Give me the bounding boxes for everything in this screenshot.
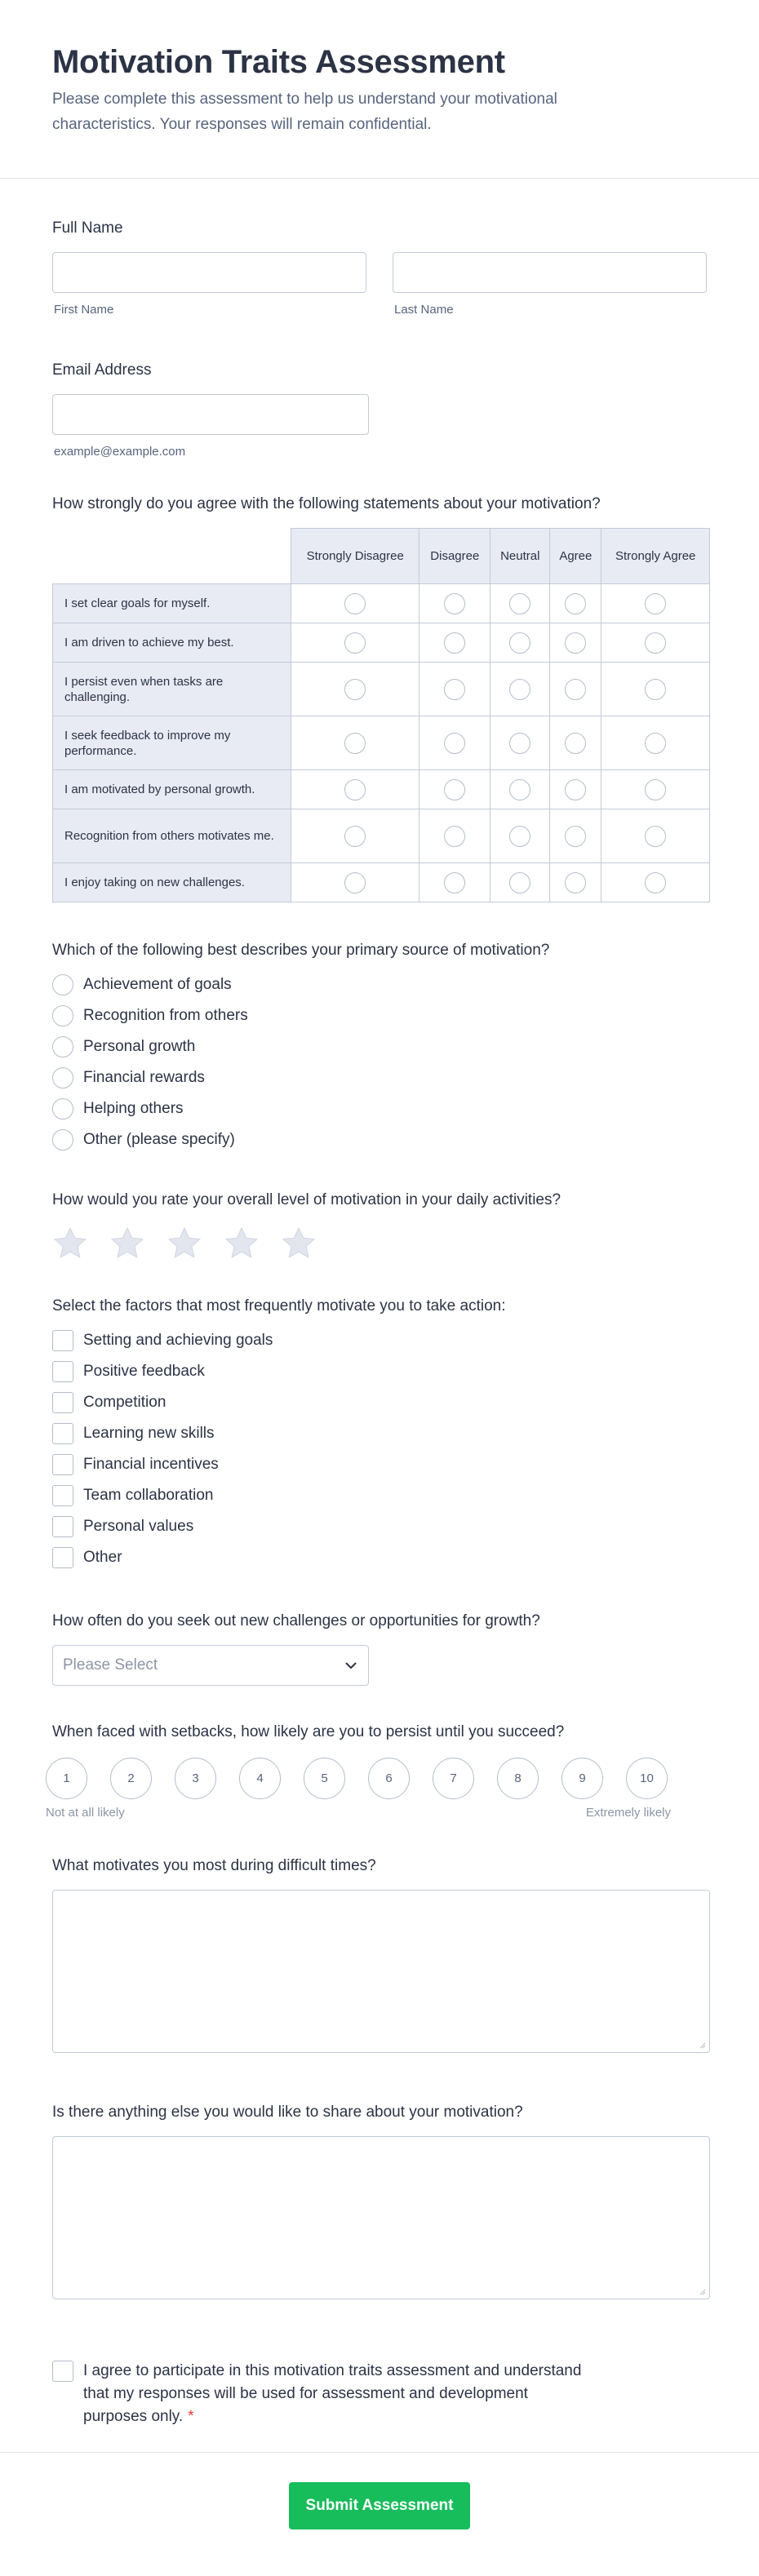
matrix-radio[interactable] [509, 679, 530, 700]
matrix-radio[interactable] [645, 779, 666, 800]
matrix-radio[interactable] [509, 826, 530, 847]
matrix-row-label: I enjoy taking on new challenges. [53, 863, 291, 902]
matrix-radio[interactable] [509, 872, 530, 893]
factor-option[interactable] [52, 1325, 707, 1356]
form-body [0, 218, 759, 2428]
form-header [0, 0, 759, 179]
matrix-radio[interactable] [509, 779, 530, 800]
rating-question: How would you rate your overall level of motivation in your daily activities? [52, 1191, 561, 1208]
matrix-row [53, 716, 710, 770]
persistence-scale [46, 1758, 707, 1799]
option-label: Other (please specify) [83, 1131, 235, 1148]
frequency-question: How often do you seek out new challenges or opportunities for growth? [52, 1612, 540, 1629]
matrix-column-header: Disagree [419, 529, 490, 584]
matrix-row [53, 770, 710, 809]
primary-source-option[interactable] [52, 1093, 707, 1124]
matrix-radio[interactable] [344, 632, 366, 654]
matrix-cell [419, 809, 490, 863]
primary-source-option[interactable] [52, 969, 707, 1000]
star-icon[interactable] [109, 1226, 145, 1261]
matrix-cell [419, 716, 490, 770]
email-sublabel: example@example.com [54, 445, 186, 459]
anything-else-question: Is there anything else you would like to share about your motivation? [52, 2104, 523, 2121]
submit-button[interactable]: Submit Assessment [289, 2482, 470, 2529]
checkbox[interactable] [52, 1423, 73, 1444]
primary-source-option[interactable] [52, 1062, 707, 1093]
matrix-cell [601, 770, 710, 809]
scale-option[interactable]: 9 [561, 1758, 603, 1799]
matrix-cell [550, 809, 601, 863]
matrix-row-label: I seek feedback to improve my performance. [53, 716, 291, 770]
option-label: Learning new skills [83, 1425, 215, 1442]
radio-button[interactable] [52, 1098, 73, 1120]
scale-option[interactable]: 10 [626, 1758, 668, 1799]
frequency-section [52, 1611, 707, 1686]
option-label: Achievement of goals [83, 976, 232, 993]
full-name-section [52, 218, 707, 317]
matrix-radio[interactable] [344, 733, 366, 754]
option-label: Competition [83, 1394, 166, 1411]
resize-handle-icon[interactable] [698, 2287, 706, 2295]
scale-option[interactable]: 2 [110, 1758, 152, 1799]
matrix-row [53, 809, 710, 863]
star-icon[interactable] [281, 1226, 317, 1261]
radio-button[interactable] [52, 974, 73, 995]
email-section [52, 360, 707, 459]
anything-else-section [52, 2102, 707, 2299]
matrix-cell [291, 863, 419, 902]
checkbox[interactable] [52, 1516, 73, 1537]
matrix-radio[interactable] [565, 779, 586, 800]
matrix-cell [601, 809, 710, 863]
matrix-cell [419, 623, 490, 663]
star-icon[interactable] [166, 1226, 202, 1261]
matrix-radio[interactable] [509, 632, 530, 654]
matrix-row [53, 663, 710, 716]
scale-option[interactable]: 4 [239, 1758, 281, 1799]
primary-source-option[interactable] [52, 1124, 707, 1155]
matrix-cell [550, 716, 601, 770]
primary-source-option[interactable] [52, 1031, 707, 1062]
matrix-column-header: Strongly Agree [601, 529, 710, 584]
primary-source-section [52, 940, 707, 1155]
option-label: Financial rewards [83, 1069, 205, 1086]
checkbox[interactable] [52, 1454, 73, 1475]
primary-source-question: Which of the following best describes your primary source of motivation? [52, 942, 550, 959]
checkbox[interactable] [52, 1392, 73, 1413]
matrix-cell [550, 770, 601, 809]
matrix-cell [291, 809, 419, 863]
star-icon[interactable] [52, 1226, 88, 1261]
last-name-sublabel: Last Name [394, 303, 454, 317]
matrix-radio[interactable] [645, 632, 666, 654]
matrix-radio[interactable] [645, 679, 666, 700]
matrix-column-header: Strongly Disagree [291, 529, 419, 584]
consent-label [83, 2360, 589, 2428]
scale-option[interactable]: 1 [46, 1758, 87, 1799]
matrix-row-label: I persist even when tasks are challenging. [53, 663, 291, 716]
difficult-times-question: What motivates you most during difficult times? [52, 1857, 376, 1874]
matrix-cell [601, 716, 710, 770]
agreement-matrix [52, 528, 710, 902]
factor-option[interactable] [52, 1511, 707, 1542]
matrix-cell [490, 863, 550, 902]
full-name-label: Full Name [52, 219, 123, 237]
matrix-cell [490, 584, 550, 623]
matrix-cell [419, 663, 490, 716]
persistence-question: When faced with setbacks, how likely are you to persist until you succeed? [52, 1723, 565, 1740]
factor-option[interactable] [52, 1542, 707, 1573]
matrix-cell [550, 863, 601, 902]
matrix-cell [419, 770, 490, 809]
radio-button[interactable] [52, 1067, 73, 1088]
matrix-row-label: I am motivated by personal growth. [53, 770, 291, 809]
matrix-cell [419, 863, 490, 902]
matrix-radio[interactable] [444, 733, 465, 754]
option-label: Financial incentives [83, 1456, 219, 1473]
matrix-column-header: Agree [550, 529, 601, 584]
matrix-cell [490, 663, 550, 716]
matrix-cell [490, 770, 550, 809]
matrix-row [53, 623, 710, 663]
matrix-radio[interactable] [565, 826, 586, 847]
frequency-select[interactable] [52, 1645, 369, 1686]
matrix-radio[interactable] [444, 593, 465, 614]
anything-else-textarea[interactable] [52, 2136, 710, 2299]
matrix-radio[interactable] [344, 872, 366, 893]
matrix-cell [291, 623, 419, 663]
first-name-sublabel: First Name [54, 303, 114, 317]
option-label: Helping others [83, 1100, 184, 1117]
rating-section [52, 1190, 707, 1261]
matrix-cell [291, 770, 419, 809]
matrix-cell [291, 584, 419, 623]
matrix-corner [53, 529, 291, 584]
difficult-times-textarea[interactable] [52, 1890, 710, 2053]
option-label: Setting and achieving goals [83, 1332, 273, 1349]
resize-handle-icon[interactable] [698, 2041, 706, 2049]
option-label: Positive feedback [83, 1363, 205, 1380]
matrix-cell [601, 584, 710, 623]
matrix-radio[interactable] [344, 779, 366, 800]
page-description: Please complete this assessment to help us understand your motivational characteristics. Your responses will remain confidential. [52, 91, 557, 133]
matrix-column-header: Neutral [490, 529, 550, 584]
radio-button[interactable] [52, 1036, 73, 1057]
checkbox[interactable] [52, 1547, 73, 1568]
matrix-radio[interactable] [645, 872, 666, 893]
matrix-row-label: I set clear goals for myself. [53, 584, 291, 623]
matrix-radio[interactable] [444, 632, 465, 654]
matrix-radio[interactable] [344, 679, 366, 700]
matrix-cell [601, 663, 710, 716]
checkbox[interactable] [52, 1330, 73, 1351]
matrix-radio[interactable] [344, 593, 366, 614]
primary-source-option[interactable] [52, 1000, 707, 1031]
option-label: Team collaboration [83, 1487, 214, 1504]
factor-option[interactable] [52, 1356, 707, 1387]
scale-option[interactable]: 3 [175, 1758, 216, 1799]
matrix-radio[interactable] [565, 593, 586, 614]
required-asterisk: * [188, 2408, 194, 2425]
factors-options [52, 1325, 707, 1573]
matrix-cell [490, 809, 550, 863]
matrix-cell [601, 623, 710, 663]
scale-high-label: Extremely likely [585, 1806, 671, 1820]
star-icon[interactable] [224, 1226, 260, 1261]
matrix-radio[interactable] [344, 826, 366, 847]
matrix-cell [550, 584, 601, 623]
scale-option[interactable]: 6 [368, 1758, 410, 1799]
email-input[interactable] [52, 394, 369, 435]
factor-option[interactable] [52, 1449, 707, 1480]
form-footer [0, 2452, 759, 2576]
email-label: Email Address [52, 361, 152, 379]
scale-option[interactable]: 5 [304, 1758, 345, 1799]
matrix-radio[interactable] [444, 826, 465, 847]
matrix-cell [291, 716, 419, 770]
last-name-input[interactable] [393, 252, 707, 293]
matrix-radio[interactable] [645, 733, 666, 754]
radio-button[interactable] [52, 1129, 73, 1151]
scale-option[interactable]: 8 [497, 1758, 539, 1799]
checkbox[interactable] [52, 1485, 73, 1506]
option-label: Personal values [83, 1518, 194, 1535]
matrix-radio[interactable] [565, 872, 586, 893]
matrix-section [52, 494, 707, 902]
matrix-radio[interactable] [444, 872, 465, 893]
factors-question: Select the factors that most frequently motivate you to take action: [52, 1297, 506, 1315]
matrix-question: How strongly do you agree with the following statements about your motivation? [52, 495, 601, 512]
matrix-cell [490, 623, 550, 663]
matrix-cell [419, 584, 490, 623]
matrix-radio[interactable] [444, 679, 465, 700]
matrix-cell [291, 663, 419, 716]
matrix-cell [550, 623, 601, 663]
matrix-row [53, 584, 710, 623]
primary-source-options [52, 969, 707, 1155]
option-label: Recognition from others [83, 1007, 248, 1024]
factors-section [52, 1296, 707, 1573]
matrix-radio[interactable] [509, 733, 530, 754]
consent-text: I agree to participate in this motivation traits assessment and understand that my responses will be used for assessment and development purposes only. [83, 2362, 582, 2425]
matrix-radio[interactable] [509, 593, 530, 614]
option-label: Other [83, 1549, 122, 1566]
chevron-down-icon [345, 1662, 357, 1669]
page-title: Motivation Traits Assessment [52, 44, 505, 80]
frequency-select-placeholder: Please Select [63, 1656, 158, 1674]
scale-option[interactable]: 7 [433, 1758, 474, 1799]
matrix-radio[interactable] [565, 632, 586, 654]
matrix-row-label: I am driven to achieve my best. [53, 623, 291, 663]
consent-checkbox[interactable] [52, 2361, 73, 2382]
star-rating [52, 1226, 707, 1261]
consent-section [52, 2360, 707, 2428]
matrix-radio[interactable] [645, 593, 666, 614]
matrix-radio[interactable] [444, 779, 465, 800]
radio-button[interactable] [52, 1005, 73, 1026]
option-label: Personal growth [83, 1038, 196, 1055]
matrix-radio[interactable] [565, 679, 586, 700]
factor-option[interactable] [52, 1418, 707, 1449]
checkbox[interactable] [52, 1361, 73, 1382]
factor-option[interactable] [52, 1480, 707, 1511]
matrix-radio[interactable] [565, 733, 586, 754]
matrix-row-label: Recognition from others motivates me. [53, 809, 291, 863]
matrix-row [53, 863, 710, 902]
factor-option[interactable] [52, 1387, 707, 1418]
matrix-cell [550, 663, 601, 716]
scale-low-label: Not at all likely [46, 1806, 125, 1820]
matrix-cell [601, 863, 710, 902]
persistence-section [46, 1722, 707, 1820]
first-name-input[interactable] [52, 252, 366, 293]
matrix-cell [490, 716, 550, 770]
matrix-radio[interactable] [645, 826, 666, 847]
difficult-times-section [52, 1856, 707, 2053]
